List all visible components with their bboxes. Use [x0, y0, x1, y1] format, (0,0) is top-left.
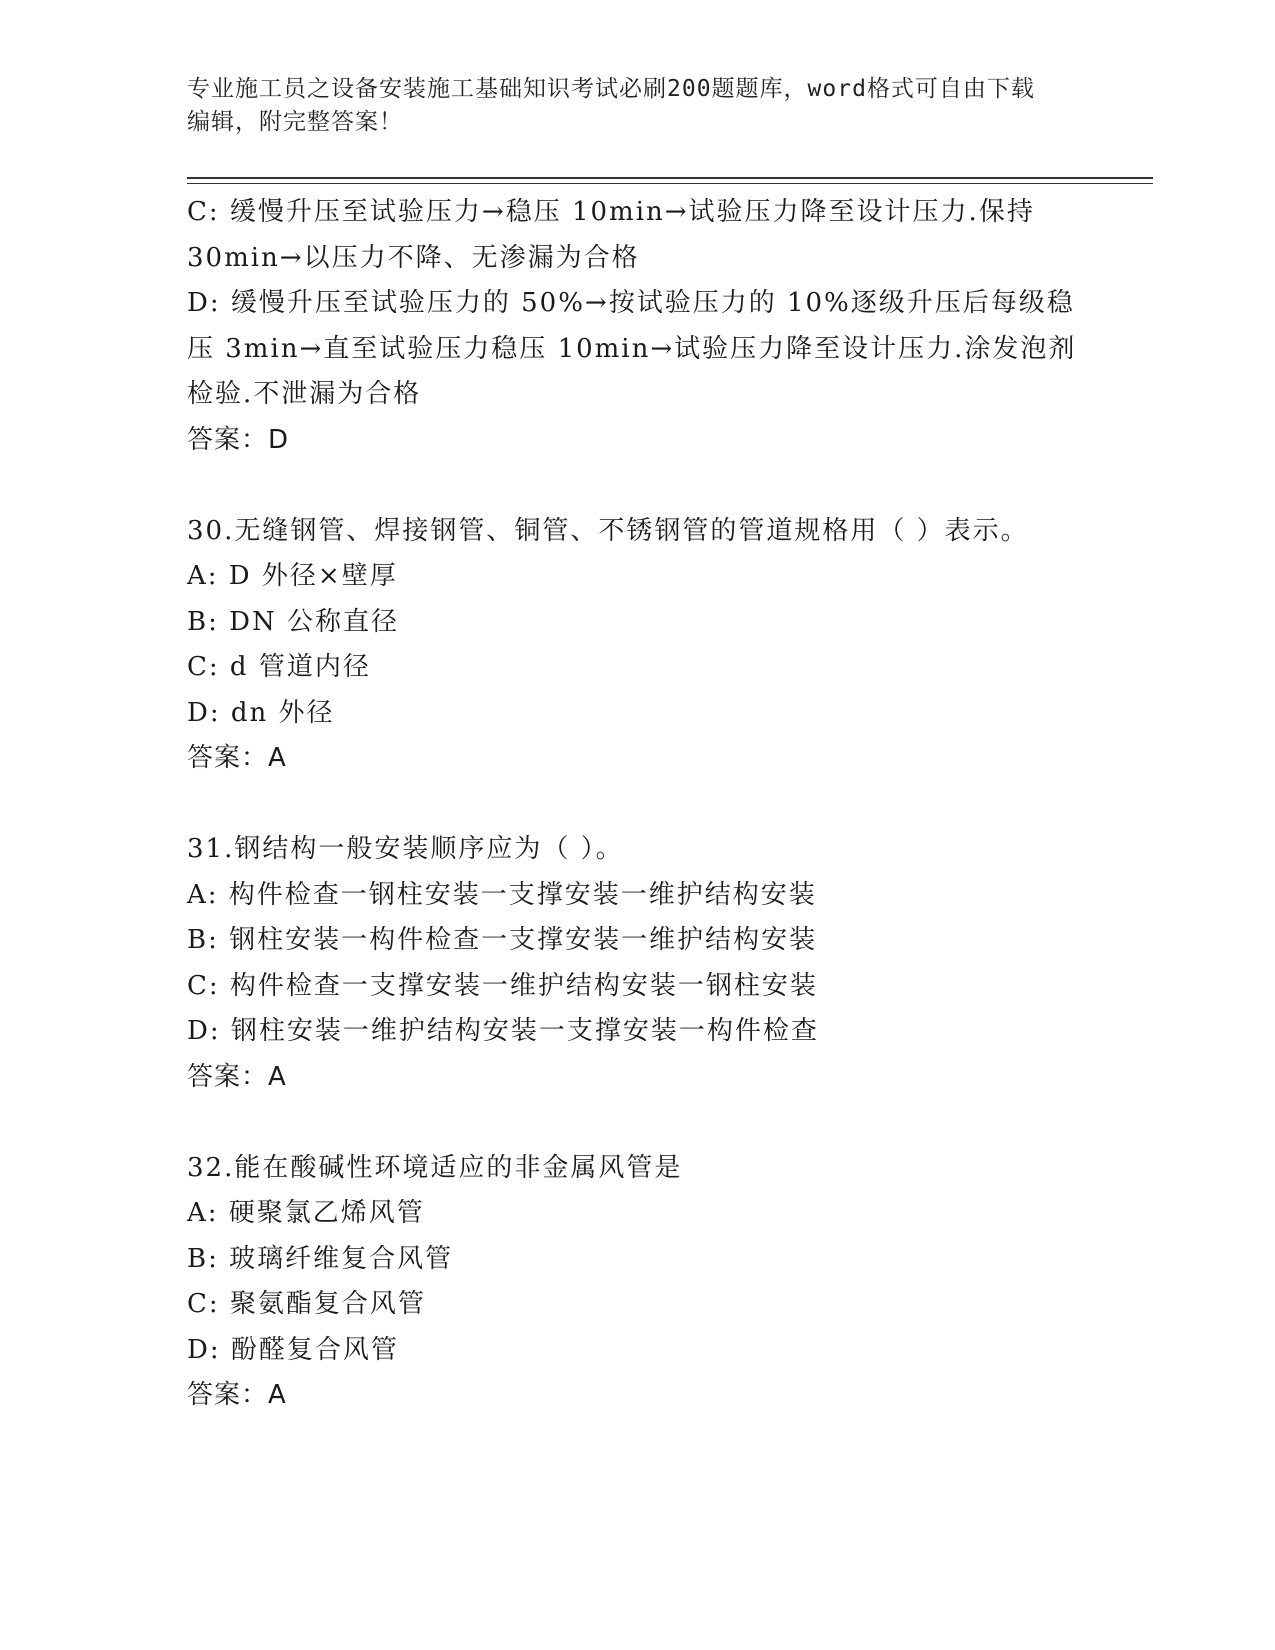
- option-c-line-2: 30min→以压力不降、无渗漏为合格: [187, 242, 640, 273]
- option-d: D: 酚醛复合风管: [187, 1334, 399, 1365]
- spacer: [187, 1100, 1087, 1146]
- answer-line: 答案：A: [187, 1380, 287, 1410]
- spacer: [187, 782, 1087, 828]
- question-stem: 30.无缝钢管、焊接钢管、铜管、不锈钢管的管道规格用（ ）表示。: [187, 515, 1029, 546]
- document-header: [187, 73, 1067, 139]
- header-title-line-1: 专业施工员之设备安装施工基础知识考试必刷200题题库，word格式可自由下载: [187, 76, 1035, 102]
- option-b: B: 钢柱安装一构件检查一支撑安装一维护结构安装: [187, 925, 818, 955]
- answer-line: 答案：D: [187, 424, 290, 455]
- option-a: A: D 外径×壁厚: [187, 561, 398, 591]
- option-c-line-1: C: 缓慢升压至试验压力→稳压 10min→试验压力降至设计压力.保持: [187, 197, 1035, 227]
- answer-line: 答案：A: [187, 743, 287, 773]
- option-b: B: 玻璃纤维复合风管: [187, 1243, 454, 1274]
- option-d-line-1: D: 缓慢升压至试验压力的 50%→按试验压力的 10%逐级升压后每级稳: [187, 288, 1075, 318]
- option-d-line-3: 检验.不泄漏为合格: [187, 379, 422, 409]
- question-block-30: [187, 509, 1087, 782]
- option-d: D: dn 外径: [187, 697, 335, 728]
- answer-line: 答案：A: [187, 1061, 287, 1092]
- spacer: [187, 463, 1087, 509]
- header-title-line-2: 编辑，附完整答案！: [187, 109, 403, 135]
- option-a: A: 硬聚氯乙烯风管: [187, 1198, 425, 1228]
- option-a: A: 构件检查一钢柱安装一支撑安装一维护结构安装: [187, 879, 817, 910]
- option-b: B: DN 公称直径: [187, 606, 399, 637]
- option-c: C: 聚氨酯复合风管: [187, 1289, 426, 1319]
- question-stem: 31.钢结构一般安装顺序应为（ ）。: [187, 834, 624, 864]
- option-d: D: 钢柱安装一维护结构安装一支撑安装一构件检查: [187, 1016, 819, 1046]
- option-c: C: d 管道内径: [187, 652, 371, 682]
- question-stem: 32.能在酸碱性环境适应的非金属风管是: [187, 1152, 683, 1183]
- question-block-29: [187, 190, 1087, 463]
- option-c: C: 构件检查一支撑安装一维护结构安装一钢柱安装: [187, 970, 818, 1001]
- question-block-31: [187, 827, 1087, 1100]
- header-rule-thick: [187, 177, 1153, 179]
- option-d-line-2: 压 3min→直至试验压力稳压 10min→试验压力降至设计压力.涂发泡剂: [187, 333, 1077, 364]
- question-block-32: [187, 1146, 1087, 1419]
- question-content: [187, 190, 1087, 1419]
- header-rule-thin: [187, 183, 1153, 184]
